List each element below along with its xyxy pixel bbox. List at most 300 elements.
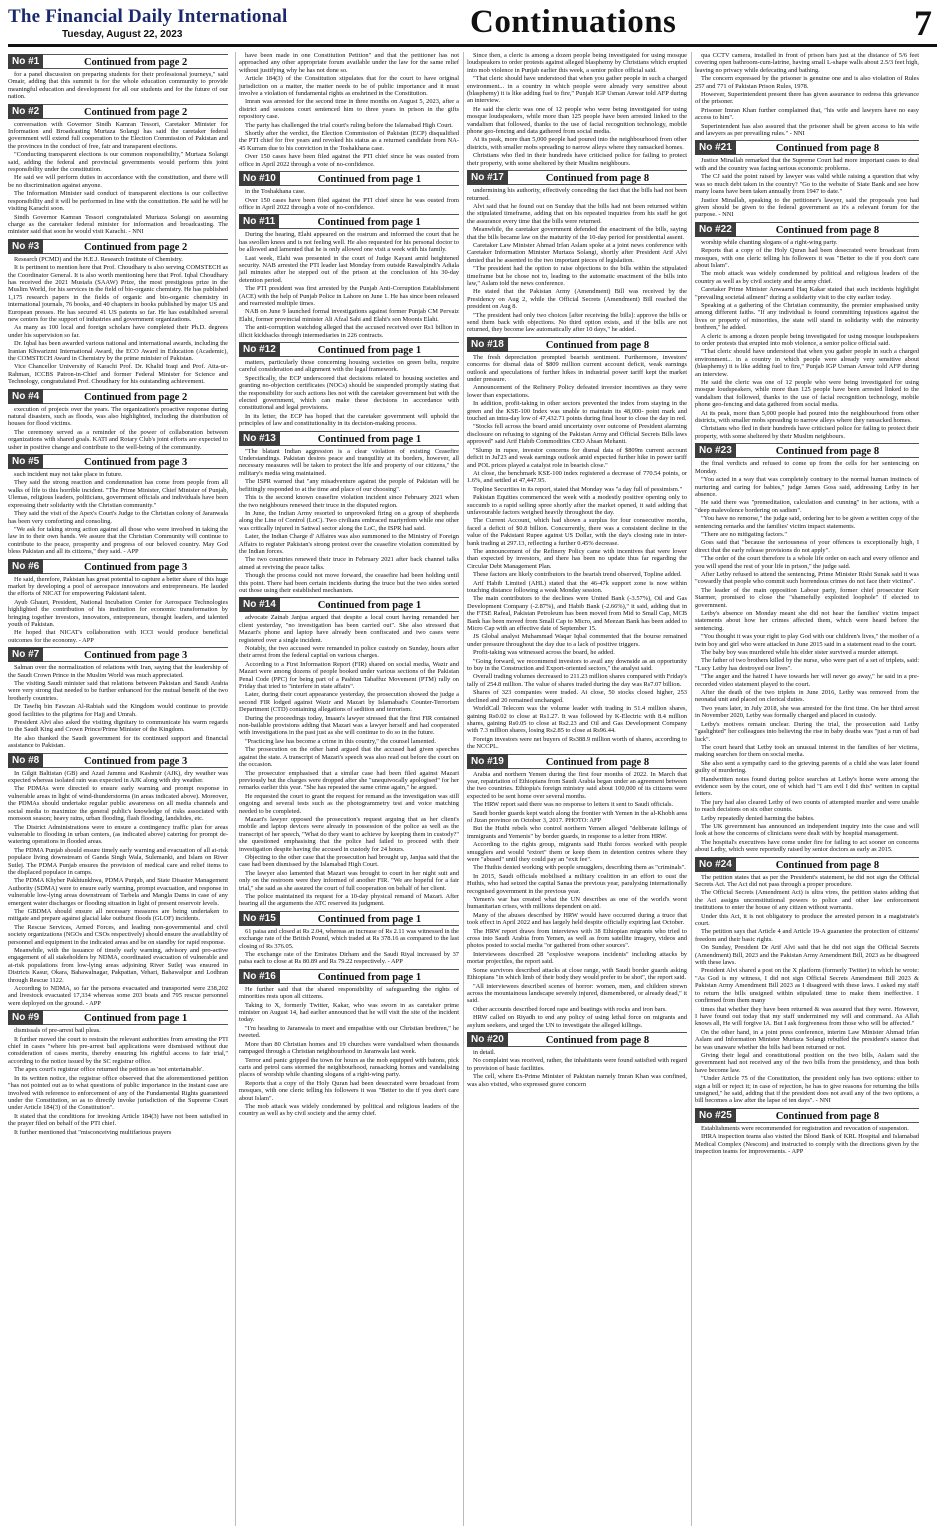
block-header — [695, 140, 919, 155]
block-header — [8, 647, 228, 662]
article-paragraph: IHRA inspection teams also visited the Blood Bank of KRL Hospital and Islamabad Medical Complex (Nescom) and instructed to comply with the directions given by the inspection teams for improvements. - APP — [695, 1133, 919, 1155]
block-number-tag: No #13 — [239, 431, 280, 446]
continuation-block — [467, 337, 687, 751]
article-paragraph: He also thanked the Saudi government for its continued support and financial assistance to Pakistan. — [8, 734, 228, 750]
article-paragraph: Two years later, in July 2018, she was arrested for the first time. On her third arrest in November 2020, Letby was formally charged and placed in custody. — [695, 704, 919, 720]
block-title: Continued from page 3 — [43, 454, 228, 469]
article-paragraph: The announcement of the Refinery Policy came with incentives that were lower than expected by investors, and there has been no update thus far regarding the Circular Debt Management Plan. — [467, 547, 687, 570]
block-number-tag: No #3 — [8, 239, 43, 254]
article-paragraph: The ISPR warned that "any misadventure against the people of Pakistan will be befittingly responded to at the time and place of our choosing". — [239, 478, 459, 493]
article-paragraph: in detail. — [473, 1048, 496, 1056]
article-paragraph: "Practicing law has become a crime in this country," the counsel lamented. — [245, 737, 436, 745]
block-number-tag: No #2 — [8, 104, 43, 119]
block-number-tag: No #11 — [239, 214, 279, 229]
article-paragraph: The PDMA Khyber Pakhtunkhwa, PDMA Punjab, and State Disaster Management Authority (SDMA) were to ensure early warning, prompt evacuation, and response in vulnerable low-lying areas downstream of Tarbela and Mangla Dams in case of any emergent water discharges or flooding situation in light of present reservoir levels. — [8, 877, 228, 907]
block-number-tag: No #24 — [695, 857, 736, 872]
article-paragraph: President Alvi shared a post on the X platform (formerly Twitter) in which he wrote: "As God is my witness, I did not sign Official Secrets Amendment Bill 2023 & Pakistan Army Amendment Bill 2023 as I disagreed with these laws. I asked my staff to return the bills unsigned within stipulated time to make them ineffective. I confirmed from them many — [695, 967, 919, 1005]
block-title: Continued from page 1 — [280, 342, 459, 357]
article-paragraph: He said the cleric was one of 12 people who were being investigated for using mosque loudspeakers, while more than 125 people have been arrested linked to the vandalism that followed, thanks to the use of facial recognition technology, mobile phone geo-fencing and data gathered from social media. — [695, 379, 919, 409]
block-number-tag: No #23 — [695, 443, 736, 458]
block-header — [8, 104, 228, 119]
article-paragraph: Interviewees described 28 "explosive weapons incidents" including attacks by mortar projectiles, the report said. — [467, 950, 687, 966]
block-number-tag: No #14 — [239, 597, 280, 612]
block-number-tag: No #5 — [8, 454, 43, 469]
column-4 — [691, 52, 919, 1526]
block-title: Continued from page 3 — [43, 647, 228, 662]
article-paragraph: Many of the abuses described by HRW would have occurred during a truce that took effect in April 2022 and has largely held despite officially expiring last October. — [467, 911, 687, 927]
continuation-block — [239, 597, 459, 907]
article-paragraph: conversation with Governor Sindh Kamran Tessori, Caretaker Minister for Information and Broadcasting Murtaza Solangi has said the caretaker federal government will extend full cooperation to the Election Commission of Pakistan and the provinces in the conduct of free, fair and transparent elections. — [8, 120, 228, 150]
article-paragraph: Justice Minallah remarked that the Supreme Court had more important cases to deal with and the country was facing serious economic problems. — [695, 157, 919, 172]
article-paragraph: execution of projects over the years. The organization's proactive response during natural disasters, such as floods, was also highlighted, including the distribution of houses for flood victims. — [8, 405, 228, 428]
article-paragraph: The prosecutor emphasised that a similar case had been filed against Mazari previously but the charges were dropped after she "unequivocally apologised" for her remarks earlier this year. "She has repeated the same crime again," he argued. — [239, 769, 459, 792]
block-header — [239, 911, 459, 926]
article-paragraph: In 2015, Saudi officials mobilised a military coalition in an effort to oust the Huthis, who had seized the capital Sanaa the previous year, paralysing internationally recognised government in the previous year. — [467, 872, 687, 895]
block-number-tag: No #19 — [467, 754, 508, 769]
article-paragraph: Reports that a copy of the Holy Quran had been desecrated were broadcast from mosques, with one cleric telling his followers it was "Better to die if you don't care about Islam". — [695, 247, 919, 269]
article-paragraph: More than 80 Christian homes and 19 churches were vandalised when thousands rampaged through a Christian neighbourhood in Jaranwala last week. — [239, 1040, 459, 1056]
block-number-tag: No #4 — [8, 389, 43, 404]
article-paragraph: A cleric is among a dozen people being investigated for using mosque loudspeakers to order protests that erupted into mob violence, a senior police official said. — [695, 332, 919, 347]
article-paragraph: Speaking at a gathering of the Christian community, the premier emphasised unity among different faiths. "If any individual is found committing injustices against the lives or property of minorities, the state will stand in solidarity with the minority brethren," he added. — [695, 301, 919, 332]
article-paragraph: The District Administrations were to ensure a contingency traffic plan for areas vulnerable to flooding in urban centers, (as indicated above) catering for prompt de-watering operations in flooded areas. — [8, 823, 228, 846]
block-title: Continued from page 3 — [43, 559, 228, 574]
block-number-tag: No #8 — [8, 753, 43, 768]
block-title: Continued from page 1 — [280, 431, 459, 446]
article-paragraph: He stated that the Pakistan Army (Amendment) Bill was received by the Presidency on Aug 2, while the Official Secrets (Amendment) Bill reached the president on Aug 8. — [467, 288, 687, 311]
article-paragraph: In June, the Indian Army resorted to unprovoked firing on a group of shepherds along the Line of Control (LoC). Two civilians embraced martyrdom while one other was critically injured in Sattwal sector along the LoC, the ISPR had said. — [239, 509, 459, 532]
article-paragraph: Meanwhile, with the issuance of timely early warning, advisory and pro-active engagement of all stakeholders by NDMA, coordinated evacuation of vulnerable and at-risk populations from low-lying areas adjoining River Sutlej was ensured in Districts Kasur, Okara, Bahawalnagar, Pakpattan, Vehari, Bahawalpur and Lodhran through Rescue 1122. — [8, 947, 228, 984]
article-paragraph: It further moved the court to restrain the relevant authorities from arresting the PTI chief in cases "where his pre-arrest bail applications were dismissed without due consideration of cases merits, thereby ensuring his rightful access to fair trial," according to the notice issued by the SC registrar office. — [8, 1035, 228, 1065]
continuation-block — [239, 214, 459, 339]
article-paragraph: Mazari's lawyer opposed the prosecution's request arguing that as her client's mobile and laptop devices were already in possession of the police as well as the transcript of her speech, "What do they want to achieve by keeping them in custody?" she questioned emphasising that the police had failed to proceed with their investigation despite having the accused in custody for 24 hours. — [239, 815, 459, 853]
article-paragraph: advocate Zainab Janjua argued that despite a local court having remanded her client yesterday, "no investigation has been carried out". She also stressed that Mazari's phone and laptop have already been confiscated and two cases were registered over a single incident. — [239, 614, 459, 644]
article-paragraph: "There are no mitigating factors." — [701, 530, 787, 538]
column-1 — [8, 52, 228, 1526]
article-paragraph: It is pertinent to mention here that Prof. Choudhary is also serving COMSTECH as the Coordinator General. It is also worth mentioning here that Prof. Iqbal Choudhary has received the 2021 Mustafa (SAAW) Prize, the most prestigious prize in the Muslim World, for his services in the field of bio-organic chemistry. He has published 1,175 research papers in the fields of organic and bio-organic chemistry in international journals, 76 books, and 40 chapters in books published by major US and European presses. He has secured 41 US patents so far. He has established several new centers for the support of industries and government organizations. — [8, 264, 228, 323]
article-paragraph: "Conducting transparent elections is our common responsibility," Murtaza Solangi said, adding the federal and provincial governments would perform this joint responsibility under the constitution. — [8, 151, 228, 174]
article-paragraph: for a panel discussion on preparing students for their professional journeys," said Omair, adding that this summit is for the whole education community to provide meaningful education and development for all our students and for the future of our nation. — [8, 71, 228, 101]
block-title: Continued from page 8 — [736, 140, 919, 155]
article-paragraph: The concern expressed by the prisoner is genuine one and is also violation of Rules 257 and 771 of Pakistan Prison Rules, 1978. — [695, 75, 919, 90]
article-paragraph: He said the cleric was one of 12 people who were being investigated for using mosque loudspeakers, while more than 125 people have been arrested linked to the vandalism that followed, thanks to the use of facial recognition technology, mobile phone geo-fencing and data gathered from social media. — [467, 105, 687, 136]
article-paragraph: Notably, the two accused were remanded in police custody on Sunday, hours after their arrest from the federal capital on various charges. — [239, 645, 459, 660]
block-header — [239, 597, 459, 612]
continuation-block — [8, 753, 228, 1008]
block-title: Continued from page 8 — [508, 754, 687, 769]
article-paragraph: At its peak, more than 5,000 people had poured into the neighbourhood from other districts, with smaller mobs spreading to narrow alleys where they ransacked homes. — [467, 136, 687, 151]
article-paragraph: The petition says that Article 4 and Article 19-A guarantee the protection of citizens' freedom and their basic rights. — [695, 928, 919, 943]
block-title: Continued from page 3 — [43, 753, 228, 768]
article-paragraph: The apex court's registrar office returned the petition as 'not entertainable'. — [14, 1066, 204, 1074]
article-paragraph: The fresh depreciation prompted bearish sentiment. Furthermore, investors' concerns for dismal data of $809 million current account deficit, weak earnings outlook and speculations of further hikes in industrial power tariff kept the market under pressure. — [467, 353, 687, 384]
article-paragraph: Letby repeatedly denied harming the babies. — [701, 814, 815, 822]
block-title: Continued from page 1 — [280, 171, 459, 186]
article-paragraph: "The order of the court therefore is a whole life order on each and every offence and you will spend the rest of your life in prison," the judge said. — [695, 555, 919, 570]
block-number-tag: No #25 — [695, 1108, 736, 1123]
article-paragraph: Caretaker Prime Minister Anwaarul Haq Kakar stated that such incidents highlight "prevailing societal ailment" during a solidarity visit to the city earlier today. — [695, 286, 919, 301]
block-number-tag: No #17 — [467, 170, 508, 185]
article-paragraph: According to the rights group, migrants said Huthi forces worked with people smugglers and would "extort" them or keep them in detention centres where they were "abused" until they could pay an "exit fee". — [467, 841, 687, 863]
article-paragraph: The hospital's executives have come under fire for failing to act sooner on concerns about Letby, which were reportedly raised by senior doctors as early as 2015. — [695, 838, 919, 854]
article-paragraph: Saudi border guards kept watch along the frontier with Yemen in the al-Khobh area of Jizan province on October 3, 2017. PHOTO: AFP — [467, 809, 687, 824]
article-paragraph: The prosecution on the other hand argued that the accused had given speeches against the state. A transcript of Mazari's speech was also read out before the court on the occasion. — [239, 746, 459, 769]
block-title: Continued from page 2 — [43, 54, 228, 69]
block-header — [8, 239, 228, 254]
article-paragraph: "Slump in rupee, investor concerns for dismal data of $809m current account deficit in Jul'23 and weak earnings outlook amid expected further hike in power tariff and POL prices played a catalyst role in bearish close." — [467, 446, 687, 469]
article-paragraph: According to NDMA, so far the persons evacuated and transported were 238,202 and livestock evacuated 17,334 whereas some 203 boats and 795 rescue personnel were deployed on the ground. - APP — [8, 985, 228, 1007]
article-paragraph: The main contributors to the declines were United Bank (-3.57%), Oil and Gas Development Company (-2.87%), and Habib Bank (-2.66%)," it said, adding that in the FTSE Rafeal, Pakistan Petroleum has been moved from Mid to Small Cap, MCB Bank has been moved from Small Cap to Micro, and Meezan Bank has been added to Micro Cap with an effective date of September 15. — [467, 595, 687, 633]
continuation-block — [695, 443, 919, 853]
article-paragraph: "The president had only two choices [after receiving the bills]: approve the bills or send them back with objections. No third option exists, and if the bills are not returned, they become law automatically after 10 days," he added. — [467, 311, 687, 334]
article-paragraph: The Rescue Services, Armed Forces, and leading non-governmental and civil society organizations (NGOs and CSOs respectively) should ensure the availability of personnel and equipment in the indicated areas and be on standby for rapid response. — [8, 923, 228, 946]
article-paragraph: The party has challenged the trial court's ruling before the Islamabad High Court. — [245, 121, 453, 129]
article-paragraph: She also sent a sympathy card to the grieving parents of a child she was later found guilty of murdering. — [695, 759, 919, 775]
article-paragraph: Profit-taking was witnessed across the board, he added. — [473, 649, 615, 657]
article-paragraph: "You acted in a way that was completely contrary to the normal human instincts of nurturing and caring for babies," judge James Goss said, addressing Letby in her absence. — [695, 476, 919, 498]
article-paragraph: The PDMA Punjab should ensure timely early warning and evacuation of all at-risk populace living downstream of Ganda Singh Wala, Sulemanki, and Islam on River Sutlej. The PDMA Punjab ensures the provision of medical care and relief items to the displaced populace in camps. — [8, 846, 228, 876]
continuation-block — [695, 52, 919, 137]
continuation-block — [695, 222, 919, 441]
article-paragraph: President Alvi also asked the visiting dignitary to communicate his warm regards to the Saudi King and Crown Prince/Prime Minister of the Kingdom. — [8, 719, 228, 734]
continuation-block — [8, 647, 228, 749]
article-paragraph: During the hearing, Elahi appeared on the rostrum and informed the court that he has swollen knees and is not feeling well. He also requested for his personal doctor to be allowed and lamented that he is only allowed one visit a week with his family. — [239, 231, 459, 254]
block-number-tag: No #21 — [695, 140, 736, 155]
article-paragraph: The HRW report said there was no response to letters it sent to Saudi officials. — [473, 801, 674, 809]
article-paragraph: It stated that the conditions for invoking Article 184(3) have not been satisfied in the prayer filed on behalf of the PTI chief. — [8, 1112, 228, 1128]
article-paragraph: Under this Act, it is not obligatory to produce the arrested person in a magistrate's court. — [695, 912, 919, 928]
article-paragraph: The father of two brothers killed by the nurse, who were part of a set of triplets, said: "Lucy Letby has destroyed our lives". — [695, 657, 919, 672]
article-paragraph: Topline Securities in its report, stated that Monday was "a day full of pessimism." — [473, 485, 683, 493]
article-paragraph: The mob attack was widely condemned by political and religious leaders of the country as well as by civil society and the army chief. — [239, 1102, 459, 1118]
continuation-block — [8, 104, 228, 236]
article-paragraph: The Official Secrets (Amendment Act) is ultra vires, the petition states adding that the Act assigns unconstitutional powers to police and other law enforcement institutions to enter the house of any citizen without warrants. — [695, 889, 919, 912]
block-title: Continued from page 2 — [43, 239, 228, 254]
article-paragraph: the final verdicts and refused to come up from the cells for her sentencing on Monday. — [695, 460, 919, 475]
block-header — [8, 454, 228, 469]
article-paragraph: He hoped that NICAT's collaboration with ICCI would produce beneficial outcomes for the economy. - APP — [8, 629, 228, 644]
header-rule — [8, 44, 937, 47]
block-number-tag: No #9 — [8, 1010, 43, 1025]
continuation-block — [8, 559, 228, 645]
article-paragraph: qua CCTV camera, installed in front of prison bars just at the distance of 5/6 feet covering open bathroom-cum-latrine, having small L-shape walls about 2.5/3 feet high, leaving no privacy while defecating and bathing. — [695, 52, 919, 74]
article-paragraph: The PDMAs were directed to ensure early warning and prompt response in vulnerable areas in light of wind-thunderstorms (in areas indicated above). Moreover, the PDMAs should undertake regular public awareness on all media channels and social media to maximize the general public's knowledge of risks associated with monsoon season; heavy rains, urban flooding, flash flooding, landslides, etc. — [8, 785, 228, 823]
continuation-block — [8, 1010, 228, 1136]
continuation-block — [467, 1032, 687, 1088]
article-paragraph: Though the process could not move forward, the ceasefire had been holding until this point. There had been certain incidents during the truce but the two sides sorted out those using their established mechanism. — [239, 572, 459, 594]
block-header — [239, 171, 459, 186]
article-paragraph: Sindh Governor Kamran Tessori congratulated Murtaza Solangi on assuming charge as the caretaker federal minister for information and broadcasting. The minister said that soon he would visit Karachi. - NNI — [8, 213, 228, 236]
continuation-block — [8, 54, 228, 101]
continuation-block — [239, 52, 459, 168]
block-number-tag: No #10 — [239, 171, 280, 186]
article-paragraph: Letby's motives remain unclear. During the trial, the prosecution said Letby "gaslighted" her colleagues into believing the rise in baby deaths was "just a run of bad luck". — [695, 720, 919, 743]
article-paragraph: They said the strong reaction and condemnation has come from people from all walks of life to this horrible incident. "The Prime Minister, Chief Minister of Punjab, Ulemas, religious leaders, politicians, government officials and individuals have been expressing their solidarity with the Christian community." — [8, 479, 228, 509]
article-paragraph: "Going forward, we recommend investors to avail any downside as an opportunity to buy in the Construction and Export-oriented sectors," the analyst said. — [467, 657, 687, 673]
article-paragraph: Terror and panic gripped the town for hours as the mob equipped with batons, pick carts and petrol cans stormed the neighbourhood, ransacking homes and vandalising places of worship while chanting slogans of a right-wing party. — [239, 1056, 459, 1079]
article-paragraph: The two countries renewed their truce in February 2021 after back channel talks aimed at reviving the peace talks. — [239, 556, 459, 571]
block-title: Continued from page 8 — [508, 1032, 687, 1047]
block-header — [695, 857, 919, 872]
article-paragraph: Shares of 323 companies were traded. At close, 50 stocks closed higher, 253 declined and 20 remained unchanged. — [467, 689, 687, 704]
article-paragraph: At its peak, more than 5,000 people had poured into the neighbourhood from other districts, with smaller mobs spreading to narrow alleys where they ransacked homes. — [695, 409, 919, 425]
block-header — [467, 337, 687, 352]
continuation-block — [467, 754, 687, 1029]
masthead — [8, 3, 938, 46]
article-paragraph: Objecting to the other case that the prosecution had brought up, Janjua said that the case had been dismissed by the Islamabad High Court. — [239, 853, 459, 869]
article-paragraph: It further mentioned that "misconceiving multifarious prayers — [14, 1128, 172, 1136]
article-paragraph: "I'm heading to Jaranwala to meet and empathise with our Christian brethren," he tweeted. — [239, 1024, 459, 1040]
article-paragraph: have been made in one Constitution Petition" and that the petitioner has not approached any other appropriate forum available under the law for the same relief without justifying why he has not done so. — [239, 52, 459, 74]
article-paragraph: After Letby refused to attend the sentencing, Prime Minister Rishi Sunak said it was "cowardly that people who commit such horrendous crimes do not face their victims". — [695, 570, 919, 586]
issue-date: Tuesday, August 22, 2023 — [62, 29, 183, 40]
block-number-tag: No #16 — [239, 969, 280, 984]
article-paragraph: As many as 100 local and foreign scholars have completed their Ph.D. degrees under his supervision so far. — [8, 324, 228, 339]
block-header — [8, 1010, 228, 1025]
article-paragraph: In addition, profit-taking in other sectors prevented the index from staying in the green and the KSE-100 Index was unable to maintain its 48,000- point mark and touched an intra-day low of 47,432.71 points during final hour to close the day in red. — [467, 400, 687, 423]
article-paragraph: Later, the Indian Charge d' Affaires was also summoned to the Ministry of Foreign Affairs to register Pakistan's strong protest over the ceasefire violation committed by the Indian forces. — [239, 533, 459, 555]
article-paragraph: Since then, a cleric is among a dozen people being investigated for using mosque loudspeakers to order protests against alleged blasphemy by Christians which erupted into mob violence in Punjab earlier this week, a senior police official said. — [467, 52, 687, 74]
block-title: Continued from page 8 — [736, 222, 919, 237]
article-paragraph: "We ask for taking strong action against all those who were involved in taking the law in to their own hands. We assure that the Christian Community will continue to contribute to the peace, prosperity and progress of our beloved country. May God bless Pakistan and all its citizens," they said. - APP — [8, 525, 228, 556]
block-number-tag: No #22 — [695, 222, 736, 237]
block-header — [695, 443, 919, 458]
block-title: Continued from page 8 — [736, 1108, 919, 1123]
article-paragraph: "All interviewees described scenes of horror: women, men, and children strewn across the mountainous landscape severely injured, dismembered, or already dead," it said. — [467, 982, 687, 1005]
article-paragraph: The HRW report draws from interviews with 38 Ethiopian migrants who tried to cross into Saudi Arabia from Yemen, as well as from satellite imagery, videos and photos posted to social media "or gathered from other sources". — [467, 927, 687, 950]
column-2 — [235, 52, 459, 1526]
article-paragraph: The Huthis denied working with people smugglers, describing them as "criminals". — [473, 864, 686, 872]
continuation-block — [8, 454, 228, 555]
article-paragraph: Dr Tawfiq bin Fawzan Al-Rabiah said the Kingdom would continue to provide good facilities to the pilgrims for Hajj and Umrah. — [8, 703, 228, 718]
article-paragraph: The mob attack was widely condemned by political and religious leaders of the country as well as by civil society and the army chief. — [695, 270, 919, 285]
continuation-block — [239, 342, 459, 428]
continuation-block — [239, 431, 459, 595]
article-paragraph: This is the second known ceasefire violation incident since February 2021 when the two neighbours renewed their truce in the disputed region. — [239, 494, 459, 509]
article-paragraph: Vice Chancellor University of Karachi Prof. Dr. Khalid Iraqi and Prof. Atta-ur-Rahman, ICCBS Patron-in-Chief and former Federal Minister for Science and Technology, congratulated Prof. Choudhary for his outstanding achievement. — [8, 363, 228, 386]
article-paragraph: Last week, Elahi was presented in the court of Judge Kayani amid heightened security. NAB arrested the PTI leader last Monday from outside Rawalpindi's Adiala jail minutes after he stepped out of the prison at the conclusion of his 30-day detention period. — [239, 254, 459, 284]
column-3 — [463, 52, 687, 1526]
block-title: Continued from page 2 — [43, 104, 228, 119]
article-paragraph: Meanwhile, the caretaker government defended the enactment of the bills, saying that the bills became law on the maturity of the 10-day period for presidential assent. — [467, 226, 687, 241]
article-paragraph: Reports that a copy of the Holy Quran had been desecrated were broadcast from mosques, with one cleric telling his followers it was "Better to die if you don't care about Islam". — [239, 1079, 459, 1102]
article-paragraph: During the proceedings today, Imaan's lawyer stressed that the first FIR contained non-bailable provisions adding that Mazari was a lawyer herself and had cooperated with investigations in the past just as she will continue to do so in the future. — [239, 714, 459, 737]
article-paragraph: NAB on June 9 launched formal investigations against former Punjab CM Pervaiz Elahi, former provincial minister Ali Afzal Sahi and Elahi's son Moonis Elahi. — [239, 308, 459, 323]
block-title: Continued from page 1 — [280, 969, 459, 984]
block-title: Continued from page 1 — [43, 1010, 228, 1025]
article-paragraph: "The anger and the hatred I have towards her will never go away," he said in a pre-recorded video statement played to the court. — [695, 673, 919, 688]
block-number-tag: No #6 — [8, 559, 43, 574]
article-paragraph: Some survivors described attacks at close range, with Saudi border guards asking Ethiopians "in which limb of their body they would prefer to be shot", the report said. — [467, 966, 687, 982]
article-paragraph: "That cleric should have understood that when you gather people in such a charged environment... in a country in which people were already very sensitive about (blasphemy) it is like adding fuel to fire," Punjab IGP Usman Anwar told AFP during an interview. — [695, 348, 919, 378]
article-paragraph: Taking to X, formerly Twitter, Kakar, who was sworn in as caretaker prime minister on August 14, had earlier announced that he will visit the site of the incident today. — [239, 1001, 459, 1024]
article-paragraph: Imran was arrested for the second time in three months on August 5, 2023, after a district and sessions court sentenced him to three years in prison in the gifts repository case. — [239, 98, 459, 121]
block-number-tag: No #7 — [8, 647, 43, 662]
continuation-block — [467, 52, 687, 167]
article-paragraph: In its letter, the ECP has hoped that the caretaker government will uphold the principles of law and constitutionality in its decision-making process. — [239, 412, 459, 428]
article-paragraph: Goss said that "because the seriousness of your offences is exceptionally high, I direct that the early release provisions do not apply". — [695, 539, 919, 554]
article-paragraph: Alvi said that he found out on Sunday that the bills had not been returned within the stipulated timeframe, adding that on his repeated inquiries from his staff he got the assurance every time that the bills were returned. — [467, 202, 687, 225]
article-paragraph: According to a First Information Report (FIR) shared on social media, Wazir and Mazari were among dozens of people booked under various sections of the Pakistan Penal Code (PPC) for being part of a Pashtun Tahaffuz Movement (PTM) rally on Friday that tried to "interfere in state affairs". — [239, 660, 459, 691]
article-paragraph: "Stocks fell across the board amid uncertainty over outcome of President alarming disclosure on refusing to signing of the Pakistan Army and Official Secrets Bills laws approved" said Arif Habib Commodities CEO Ahsan Mehanti. — [467, 423, 687, 446]
article-paragraph: undermining his authority, effectively conceding the fact that the bills had not been returned. — [467, 187, 687, 202]
article-paragraph: Ayub Ghauri, President, National Incubation Center for Aerospace Technologies highlighted the contribution of his institution for economic transformation by bringing together investors, innovators, entrepreneurs, thought leaders, and talented youth of Pakistan. — [8, 598, 228, 628]
continuation-block — [239, 911, 459, 966]
article-paragraph: He said there was "premeditation, calculation and cunning" in her actions, with a "deep malevolence bordering on sadism". — [695, 499, 919, 514]
article-paragraph: On Sunday, President Dr Arif Alvi said that he did not sign the Official Secrets (Amendment) Bill, 2023 and the Pakistan Army Amendment Bill, 2023 as he disagreed with these laws. — [695, 944, 919, 967]
article-paragraph: Dr. Iqbal has been awarded various national and international awards, including the Iranian Khwarizmi International Award, the ECO Award in Education (Academic), the COMSTECH Award in Chemistry by the prime minister of Pakistan. — [8, 340, 228, 362]
article-paragraph: The UK government has announced an independent inquiry into the case and will look at how the concerns of clinicians were dealt with by hospital management. — [695, 822, 919, 838]
article-paragraph: 61 paisa and closed at Rs 2.04, whereas an increase of Rs 2.11 was witnessed in the exchange rate of the British Pound, which traded at Rs 378.16 as compared to the last closing of Rs 376.05. — [239, 927, 459, 950]
article-paragraph: The lawyer also lamented that Mazari was brought to court in her night suit and only on the restroom were they informed of another FIR. "We are hopeful for a fair trial," she said as she assured the court of full cooperation on behalf of her client. — [239, 869, 459, 892]
block-header — [239, 342, 459, 357]
article-columns — [8, 52, 938, 1526]
block-header — [467, 170, 687, 185]
article-paragraph: The visiting Saudi minister said that relations between Pakistan and Saudi Arabia were very strong that needed to be further enhanced for the mutual benefit of the two brotherly countries. — [8, 680, 228, 702]
article-paragraph: He requested the court to grant the request for remand as the investigation was still ongoing and several tests such as the photogrammetry test and voice matching needed to be completed. — [239, 792, 459, 815]
article-paragraph: "That cleric should have understood that when you gather people in such a charged environment... in a country in which people were already very sensitive about (blasphemy) it is like adding fuel to fire," Punjab IGP Usman Anwar told AFP during an interview. — [467, 75, 687, 105]
article-paragraph: such incident may not take place in future. — [14, 471, 123, 479]
article-paragraph: dismissals of pre-arrest bail pleas. — [14, 1027, 101, 1035]
article-paragraph: The Information Minister said conduct of transparent elections is our collective responsibility and it will be performed in line with the constitution. He said he will be visiting Karachi soon. — [8, 190, 228, 213]
article-paragraph: Announcement of the Refinery Policy defeated investor incentives as they were lower than expectations. — [467, 384, 687, 399]
block-header — [8, 559, 228, 574]
page-number: 7 — [914, 3, 932, 43]
article-paragraph: "You thought it was your right to play God with our children's lives," the mother of a twin boy and girl who were attacked in June 2015 said in a statement read to the court. — [695, 633, 919, 648]
article-paragraph: Giving their legal and constitutional position on the two bills, Aslam said the government had not received any of the two bills from the presidency, and thus both have become law. — [695, 1051, 919, 1074]
article-paragraph: The exchange rate of the Emirates Dirham and the Saudi Riyal increased by 37 paisa each to close at Rs 80.89 and Rs 79.22 respectively. - APP — [239, 951, 459, 966]
article-paragraph: Over 150 cases have been filed against the PTI chief since he was ousted from office in April 2022 through a vote of no-confidence. — [239, 196, 459, 211]
article-paragraph: Salman over the normalization of relations with Iran, saying that the leadership of the Saudi Crown Prince in the Muslim World was much appreciated. — [8, 664, 228, 679]
article-paragraph: WorldCall Telecom was the volume leader with trading in 51.4 million shares, gaining Rs0.02 to close at Rs1.27. It was followed by K-Electric with 8.4 million shares, gaining Rs0.05 to close at Rs2.23 and Oil and Gas Development Company with 7.3 million shares, losing Rs2.85 to close at Rs96.44. — [467, 705, 687, 735]
block-header — [239, 431, 459, 446]
block-header — [8, 389, 228, 404]
article-paragraph: However, Superintendent present there has given assurance to redress this grievance of the prisoner. — [695, 91, 919, 106]
article-paragraph: Other accounts described forced rape and beatings with rocks and iron bars. — [473, 1005, 667, 1013]
article-paragraph: Letby's absence on Monday meant she did not hear the families' victim impact statements about how her crimes affected them, which were heard before the sentencing. — [695, 610, 919, 632]
block-title: Continued from page 1 — [280, 911, 459, 926]
article-paragraph: But the Huthi rebels who control northern Yemen alleged "deliberate killings of immigrants and Yemenis" by border guards, in response to a letter from HRW. — [467, 825, 687, 840]
article-paragraph: At close, the benchmark KSE-100 index registered a decrease of 770.54 points, or 1.6%, and settled at 47,447.95. — [467, 469, 687, 485]
block-header — [695, 222, 919, 237]
article-paragraph: "The president had the option to raise objections to the bills within the stipulated timeframe but he chose not to, leading to the automatic enactment of the bills into law," Aslam told the news conference. — [467, 265, 687, 287]
article-paragraph: The GBDMA should ensure all necessary measures are being undertaken to mitigate and prepare against glacial lake outburst floods (GLOF) incidents. — [8, 907, 228, 923]
section-title: Continuations — [470, 4, 677, 40]
article-paragraph: Pakistan Equities commenced the week with a modestly positive opening only to succumb to a rapid selling spree shortly after the market opened, it said adding that unfavourable factors weighed heavily throughout the day. — [467, 494, 687, 516]
block-header — [695, 1108, 919, 1123]
article-paragraph: Later, during their court appearance yesterday, the prosecution showed the judge a second FIR lodged against Wazir and Mazari by Islamabad's Counter-Terrorism Department (CTD) containing allegations of sedition and terrorism. — [239, 691, 459, 714]
block-header — [467, 1032, 687, 1047]
article-paragraph: He said, therefore, Pakistan has great potential to capture a better share of this huge market by developing a pool of aerospace innovators and entrepreneurs. He lauded the efforts of NICAT for empowering Pakistani talent. — [8, 575, 228, 598]
block-title: Continued from page 8 — [736, 443, 919, 458]
article-paragraph: "Under Article 75 of the Constitution, the president only has two options: either to sign a bill or reject it; in case of rejection, he has to give reasons for returning the bills unsigned," he said, adding that if the president does not avail any of the two options, a bill becomes a law after the lapse of ten days". - NNI — [695, 1075, 919, 1105]
continuation-block — [8, 239, 228, 386]
article-paragraph: Handwritten notes found during police searches at Letby's home were among the evidence seen by the court, one of which had "I am evil I did this" written in capital letters. — [695, 775, 919, 798]
newspaper-name: The Financial Daily International — [8, 6, 288, 27]
continuation-block — [695, 1108, 919, 1156]
article-paragraph: Establishments were recommended for registration and revocation of suspension. — [701, 1124, 909, 1132]
article-paragraph: matters, particularly those concerning housing societies on green belts, require careful consideration and alignment with the legal framework. — [239, 359, 459, 374]
article-paragraph: The Current Account, which had shown a surplus for four consecutive months, faced a deficit of $0.8 billion. Concurrently, there was a consistent decline in the value of the Pakistani Rupee against US Dollar, with the day's closing rate in inter-bank trading at 297.13, reflecting a further 0.45% decrease. — [467, 517, 687, 547]
article-paragraph: "You have no remorse," the judge said, ordering her to be given a written copy of the sentencing remarks and the families' victim impact statements. — [695, 515, 919, 530]
article-paragraph: Arabia and northern Yemen during the first four months of 2022. In March that year, repatriation of Ethiopians from Saudi Arabia began under an agreement between the two countries. Ethiopia's foreign ministry said about 100,000 of its citizens were expected to be sent home over several months. — [467, 770, 687, 800]
article-paragraph: Article 184(3) of the Constitution stipulates that for the court to have original jurisdiction on a matter, the matter needs to be of public importance and it must involve a violation of fundamental rights as enshrined in the Constitution. — [239, 75, 459, 98]
article-paragraph: Shortly after the verdict, the Election Commission of Pakistan (ECP) disqualified the PTI chief for five years and revoked his status as a returned candidate from NA-45 Kurram due to his conviction in the Toshakhana case. — [239, 130, 459, 152]
article-paragraph: Arif Habib Limited (AHL) stated that the 46-47k support zone is now within touching distance following a weak Monday session. — [467, 579, 687, 594]
block-header — [8, 54, 228, 69]
article-paragraph: Foreign investors were net buyers of Rs388.9 million worth of shares, according to the NCCPL. — [467, 735, 687, 751]
block-title: Continued from page 1 — [280, 597, 459, 612]
block-header — [467, 754, 687, 769]
article-paragraph: Overall trading volumes decreased to 211.23 million shares compared with Friday's tally of 254.8 million. The value of shares traded during the day was Rs7.07 billion. — [467, 673, 687, 688]
block-number-tag: No #1 — [8, 54, 43, 69]
article-paragraph: The leader of the main opposition Labour party, former chief prosecutor Keir Starmer, promised to close the "shamefully exploited loophole" if elected to government. — [695, 586, 919, 609]
article-paragraph: Superintendent has also assured that the prisoner shall be given access to his wife and lawyers as per prevailing rules." - NNI — [695, 122, 919, 138]
continuation-block — [8, 389, 228, 451]
article-paragraph: He said we will perform duties in accordance with the constitution, and there will be no discrimination against anyone. — [8, 174, 228, 189]
article-paragraph: The cell, where Ex-Prime Minister of Pakistan namely Imran Khan was confined, was also visited, who expressed grave concern — [467, 1073, 687, 1088]
block-title: Continued from page 2 — [43, 389, 228, 404]
block-number-tag: No #15 — [239, 911, 280, 926]
continuation-block — [239, 171, 459, 211]
article-paragraph: Research (PCMD) and the H.E.J. Research Institute of Chemistry. — [14, 255, 183, 263]
article-paragraph: These factors are likely contributors to the bearish trend observed, Topline added. — [473, 571, 682, 579]
article-paragraph: The PTI president was first arrested by the Punjab Anti-Corruption Establishment (ACE) with the help of Punjab Police in Lahore on June 1. He has since been released and rearrested multiple times. — [239, 285, 459, 307]
article-paragraph: HRW called on Riyadh to end any policy of using lethal force on migrants and asylum seekers, and urged the UN to investigate the alleged killings. — [467, 1014, 687, 1029]
block-header — [8, 753, 228, 768]
block-title: Continued from page 8 — [508, 337, 687, 352]
article-paragraph: The court heard that Letby took an unusual interest in the families of her victims, making searches for them on social media. — [695, 743, 919, 759]
article-paragraph: Christians who fled in their hundreds have criticised police for failing to protect their property, with some sheltered by their Muslim neighbours. — [695, 425, 919, 440]
article-paragraph: On the other hand, in a joint press conference, interim Law Minister Ahmad Irfan Aslam and Information Minister Murtaza Solangi rebuffed the president's stance that he was unaware whether the bills had been returned or not. — [695, 1028, 919, 1051]
article-paragraph: The police maintained its request for a 10-day physical remand of Mazari. After hearing all the arguments the ATC reserved its judgment. — [239, 893, 459, 908]
continuation-block — [695, 140, 919, 218]
article-paragraph: "The blatant Indian aggression is a clear violation of existing Ceasefire Understandings. Pakistan desires peace and tranquility at its borders, however, all necessary measures will be taken to protect the life and property of our citizens," the military's media wing maintained. — [239, 447, 459, 477]
article-paragraph: times that whether they have been returned & was assured that they were. However, I have found out today that my staff undermined my will and command. As Allah knows all, He will forgive IA. But I ask forgiveness from those who will be affected." — [695, 1005, 919, 1028]
article-paragraph: Justice Minallah, speaking to the petitioner's lawyer, said the proposals you had given should be given to the federal government as it's a relevant forum for the purpose. - NNI — [695, 196, 919, 219]
article-paragraph: They said the visit of the Apex's Court's Judge to the Christian colony of Jaranwala has been very comforting and consoling. — [8, 510, 228, 525]
article-paragraph: Over 150 cases have been filed against the PTI chief since he was ousted from office in April 2022 through a vote of no-confidence. — [239, 153, 459, 168]
block-title: Continued from page 1 — [279, 214, 459, 229]
block-header — [239, 969, 459, 984]
continuation-block — [695, 857, 919, 1105]
article-paragraph: Specifically, the ECP underscored that decisions related to housing societies and granting no-objection certificates (NOCs) should be suspended promptly stating that the responsibility for such actions lies not with the caretaker government but with the elected government, which can make these decisions in accordance with constitutional and legal provisions. — [239, 374, 459, 412]
article-paragraph: worship while chanting slogans of a right-wing party. — [701, 238, 838, 246]
block-number-tag: No #18 — [467, 337, 508, 352]
continuation-block — [239, 969, 459, 1118]
article-paragraph: JS Global analyst Muhammad Waqar Iqbal commented that the bourse remained under pressure throughout the day due to a lack of positive triggers. — [467, 633, 687, 648]
article-paragraph: The petition states that as per the President's statement, he did not sign the Official Secrets Act. The Act did not pass through a proper procedure. — [695, 873, 919, 888]
article-paragraph: The ceremony served as a reminder of the power of collaboration between organizations with shared goals. KATI and Rotary Club's joint efforts are expected to usher in positive change and contribute to the well-being of the community. — [8, 428, 228, 451]
block-header — [239, 214, 459, 229]
article-paragraph: The anti-corruption watchdog alleged that the accused received over Rs1 billion in illicit kickbacks through intermediaries in 226 contracts. — [239, 324, 459, 339]
continuation-block — [467, 170, 687, 334]
article-paragraph: No complaint was received, rather, the inhabitants were found satisfied with regard to provision of basic facilities. — [467, 1057, 687, 1072]
article-paragraph: In Gilgit Baltistan (GB) and Azad Jammu and Kashmir (AJK), dry weather was expected whereas isolated rain was expected in AJK along with dry weather. — [8, 769, 228, 785]
article-paragraph: Caretaker Law Minister Ahmad Irfan Aslam spoke at a joint news conference with Caretaker Information Minister Murtaza Solangi, shortly after President Arif Alvi denied that he assented to the two important pieces of legislation. — [467, 241, 687, 264]
article-paragraph: Christians who fled in their hundreds have criticised police for failing to protect their property, with some sheltered by their Muslim neighbours. — [467, 152, 687, 167]
article-paragraph: Prisoner Imran Khan further complained that, "his wife and lawyers have no easy access to him". — [695, 106, 919, 122]
article-paragraph: He further said that the shared responsibility of safeguarding the rights of minorities rests upon all citizens. — [239, 985, 459, 1001]
article-paragraph: in the Toshakhana case. — [245, 188, 306, 196]
article-paragraph: The baby boy was murdered while his elder sister survived a murder attempt. — [701, 649, 899, 657]
article-paragraph: The CJ said the point raised by lawyer was valid while raising a question that why was so much debt taken in the country? "Go to the website of State Bank and see how many loans have been taken annually from 1947 to date." — [695, 173, 919, 196]
block-number-tag: No #12 — [239, 342, 280, 357]
article-paragraph: Yemen's war has created what the UN describes as one of the world's worst humanitarian crises, with millions dependent on aid. — [467, 896, 687, 911]
article-paragraph: In its written notice, the registrar office observed that the aforementioned petition "has not pointed out as to what questions of public importance in the instant case are involved with reference to enforcement of any of the Fundamental Rights guaranteed under the Constitution, so as to directly invoke jurisdiction of the Supreme Court under Article 184(3) of the Constitution". — [8, 1074, 228, 1112]
block-title: Continued from page 8 — [508, 170, 687, 185]
block-title: Continued from page 8 — [736, 857, 919, 872]
